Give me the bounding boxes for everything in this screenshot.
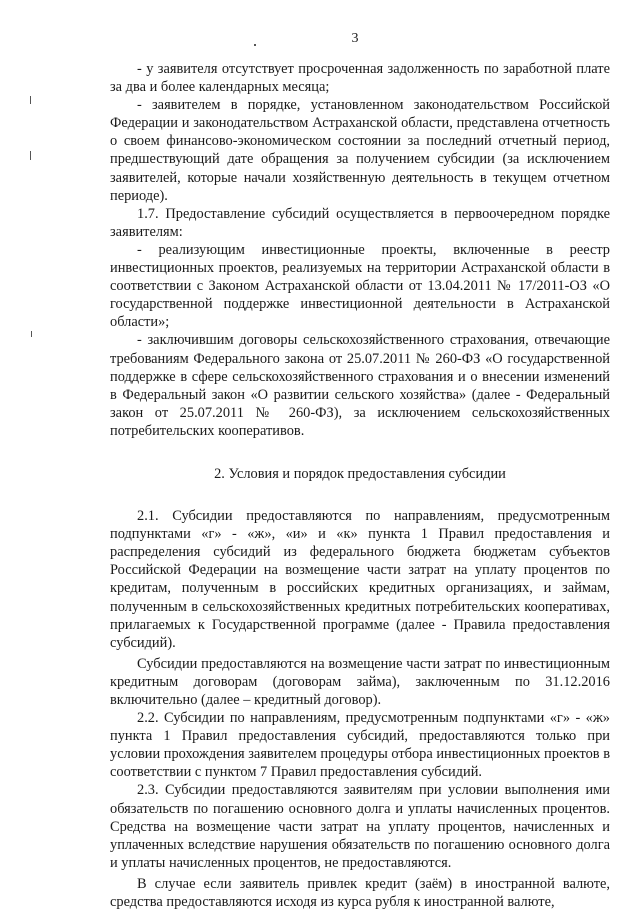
paragraph: - заявителем в порядке, установленном законодательством Российской Федерации и законодательством Астраханской области, представлена отчетность о своем финансово-экономическом состоянии за последний отчетный период, предшествующий дате обращения за получением субсидии (за исключением заявителей, которые начали хозяйственную деятельность в текущем отчетном периоде). [110,97,610,204]
scan-artifact [31,331,32,337]
paragraph: - у заявителя отсутствует просроченная задолженность по заработной плате за два и более календарных месяца; [110,61,610,96]
scan-artifact [30,151,31,160]
section-heading: 2. Условия и порядок предоставления субсидии [214,465,506,482]
scan-artifact [254,44,256,46]
page-number: 3 [351,31,359,46]
scan-artifact [30,96,31,104]
paragraph: В случае если заявитель привлек кредит (заём) в иностранной валюте, средства предоставляются исходя из курса рубля к иностранной валюте, [110,875,610,911]
paragraph: - реализующим инвестиционные проекты, включенные в реестр инвестиционных проектов, реализуемых на территории Астраханской области в соответствии с Законом Астраханской области от 13.04.2011 № 17/2011-ОЗ «О государственной поддержке инвестиционной деятельности в Астраханской области»; [110,241,610,331]
document-body [110,60,610,911]
paragraph: 2.1. Субсидии предоставляются по направлениям, предусмотренным подпунктами «г» - «ж», «и» и «к» пункта 1 Правил предоставления и распределения субсидий из федерального бюджета бюджетам субъектов Российской Федерации на возмещение части затрат на уплату процентов по кредитам, полученным в российских кредитных организациях, и займам, полученным в сельскохозяйственных кредитных потребительских кооперативах, прилагаемых к Государственной программе (далее - Правила предоставления субсидий). [110,508,610,651]
paragraph: 2.3. Субсидии предоставляются заявителям при условии выполнения ими обязательств по погашению основного долга и уплаты начисленных процентов. Средства на возмещение части затрат на уплату процентов, начисленных и уплаченных вследствие нарушения обязательств по погашению основного долга и уплаты начисленных процентов, не предоставляются. [110,782,610,871]
paragraph: Субсидии предоставляются на возмещение части затрат по инвестиционным кредитным договорам (договорам займа), заключенным по 31.12.2016 включительно (далее – кредитный договор). [110,655,610,708]
paragraph: - заключившим договоры сельскохозяйственного страхования, отвечающие требованиям Федерального закона от 25.07.2011 № 260-ФЗ «О государственной поддержке в сфере сельскохозяйственного страхования и о внесении изменений в Федеральный закон «О развитии сельского хозяйства» (далее - Федеральный закон от 25.07.2011 № 260-ФЗ), за исключением сельскохозяйственных потребительских кооперативов. [110,332,610,439]
paragraph: 2.2. Субсидии по направлениям, предусмотренным подпунктами «г» - «ж» пункта 1 Правил предоставления субсидий, предоставляются только при условии прохождения заявителем процедуры отбора инвестиционных проектов в соответствии с пунктом 7 Правил предоставления субсидий. [110,710,610,781]
paragraph: 1.7. Предоставление субсидий осуществляется в первоочередном порядке заявителям: [110,205,610,240]
